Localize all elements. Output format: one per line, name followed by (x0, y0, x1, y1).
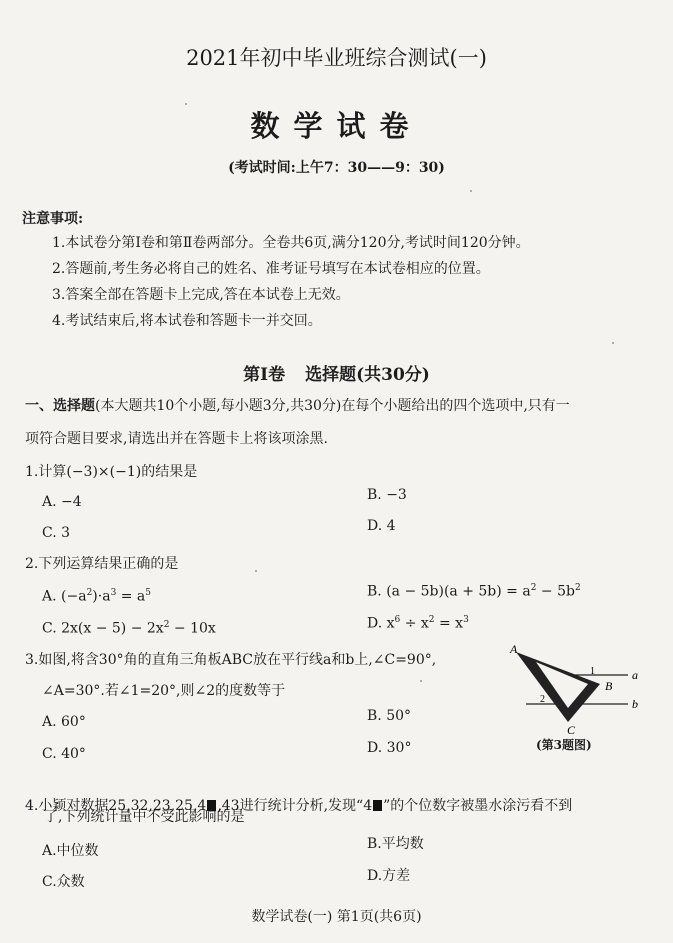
q1-stem: 1.计算(−3)×(−1)的结果是 (25, 464, 198, 480)
q1-option-a: A. −4 (42, 494, 82, 510)
label-b: b (632, 697, 638, 711)
scan-speck (420, 680, 422, 682)
q4-option-c: C.众数 (42, 874, 85, 890)
q2-option-a: A. $(-a^2)\cdot a^3 = a^5$ (42, 588, 152, 605)
notice-item-4: 4.考试结束后,将本试卷和答题卡一并交回。 (52, 313, 322, 329)
scan-speck (255, 570, 257, 572)
notice-item-3: 3.答案全部在答题卡上完成,答在本试卷上无效。 (52, 287, 350, 303)
q1-option-c: C. 3 (42, 525, 71, 541)
q2-stem: 2.下列运算结果正确的是 (25, 556, 179, 572)
section-intro-bold: 一、选择题 (25, 398, 95, 414)
q1-option-d: D. 4 (367, 518, 396, 534)
notice-item-2: 2.答题前,考生务必将自己的姓名、准考证号填写在本试卷相应的位置。 (52, 261, 490, 277)
q2-option-c: C. $2x(x - 5) - 2x^2 - 10x$ (42, 620, 216, 637)
q4-stem-line1: 4.小颖对数据25,32,23,25,4 ,43进行统计分析,发现“4 ”的个位数字被墨水涂污看不到 (25, 798, 573, 814)
q3-option-a: A. 60° (42, 714, 86, 730)
scan-speck (612, 342, 614, 344)
q3-stem-line2: ∠A=30°.若∠1=20°,则∠2的度数等于 (42, 683, 286, 699)
subject-title: 数学试卷 (250, 109, 423, 143)
notice-heading: 注意事项: (22, 211, 84, 227)
exam-title: 2021年初中毕业班综合测试(一) (186, 46, 487, 70)
q4-option-b: B.平均数 (367, 836, 424, 852)
exam-time: (考试时间:上午7：30——9：30) (228, 160, 445, 176)
section-intro-line2: 项符合题目要求,请选出并在答题卡上将该项涂黑. (25, 431, 328, 447)
q2-option-d: D. $x^6 \div x^2 = x^3$ (367, 615, 469, 632)
section-intro-line1 (25, 395, 570, 415)
q4-option-a: A.中位数 (42, 843, 99, 859)
q1-option-b: B. −3 (367, 487, 407, 503)
q3-option-d: D. 30° (367, 740, 412, 756)
section-name: 选择题(共30分) (305, 365, 430, 385)
section-intro-text: (本大题共10个小题,每小题3分,共30分)在每个小题给出的四个选项中,只有一 (95, 398, 570, 414)
label-C: C (567, 723, 576, 737)
label-A: A (510, 642, 518, 656)
page-footer: 数学试卷(一) 第1页(共6页) (251, 909, 422, 925)
scan-speck (470, 190, 472, 192)
q4-stem-line2: 了,下列统计量中不受此影响的是 (44, 809, 245, 825)
q2-option-b: B. $(a - 5b)(a + 5b) = a^2 - 5b^2$ (367, 583, 581, 600)
label-angle-1: 1 (590, 666, 595, 677)
q4-option-d: D.方差 (367, 868, 411, 884)
q3-figure-caption: (第3题图) (536, 738, 592, 752)
ink-blot (373, 800, 382, 811)
q3-stem-line1: 3.如图,将含30°角的直角三角板ABC放在平行线a和b上,∠C=90°, (25, 652, 437, 668)
scan-speck (185, 103, 187, 105)
label-a: a (632, 668, 638, 682)
section-title (0, 360, 673, 385)
q3-option-c: C. 40° (42, 746, 86, 762)
label-B: B (605, 679, 613, 693)
section-part: 第Ⅰ卷 (243, 365, 286, 385)
q3-option-b: B. 50° (367, 708, 412, 724)
label-angle-2: 2 (540, 694, 545, 705)
notice-item-1: 1.本试卷分第Ⅰ卷和第Ⅱ卷两部分。全卷共6页,满分120分,考试时间120分钟。 (52, 235, 530, 251)
q3-triangle-figure (506, 642, 646, 737)
